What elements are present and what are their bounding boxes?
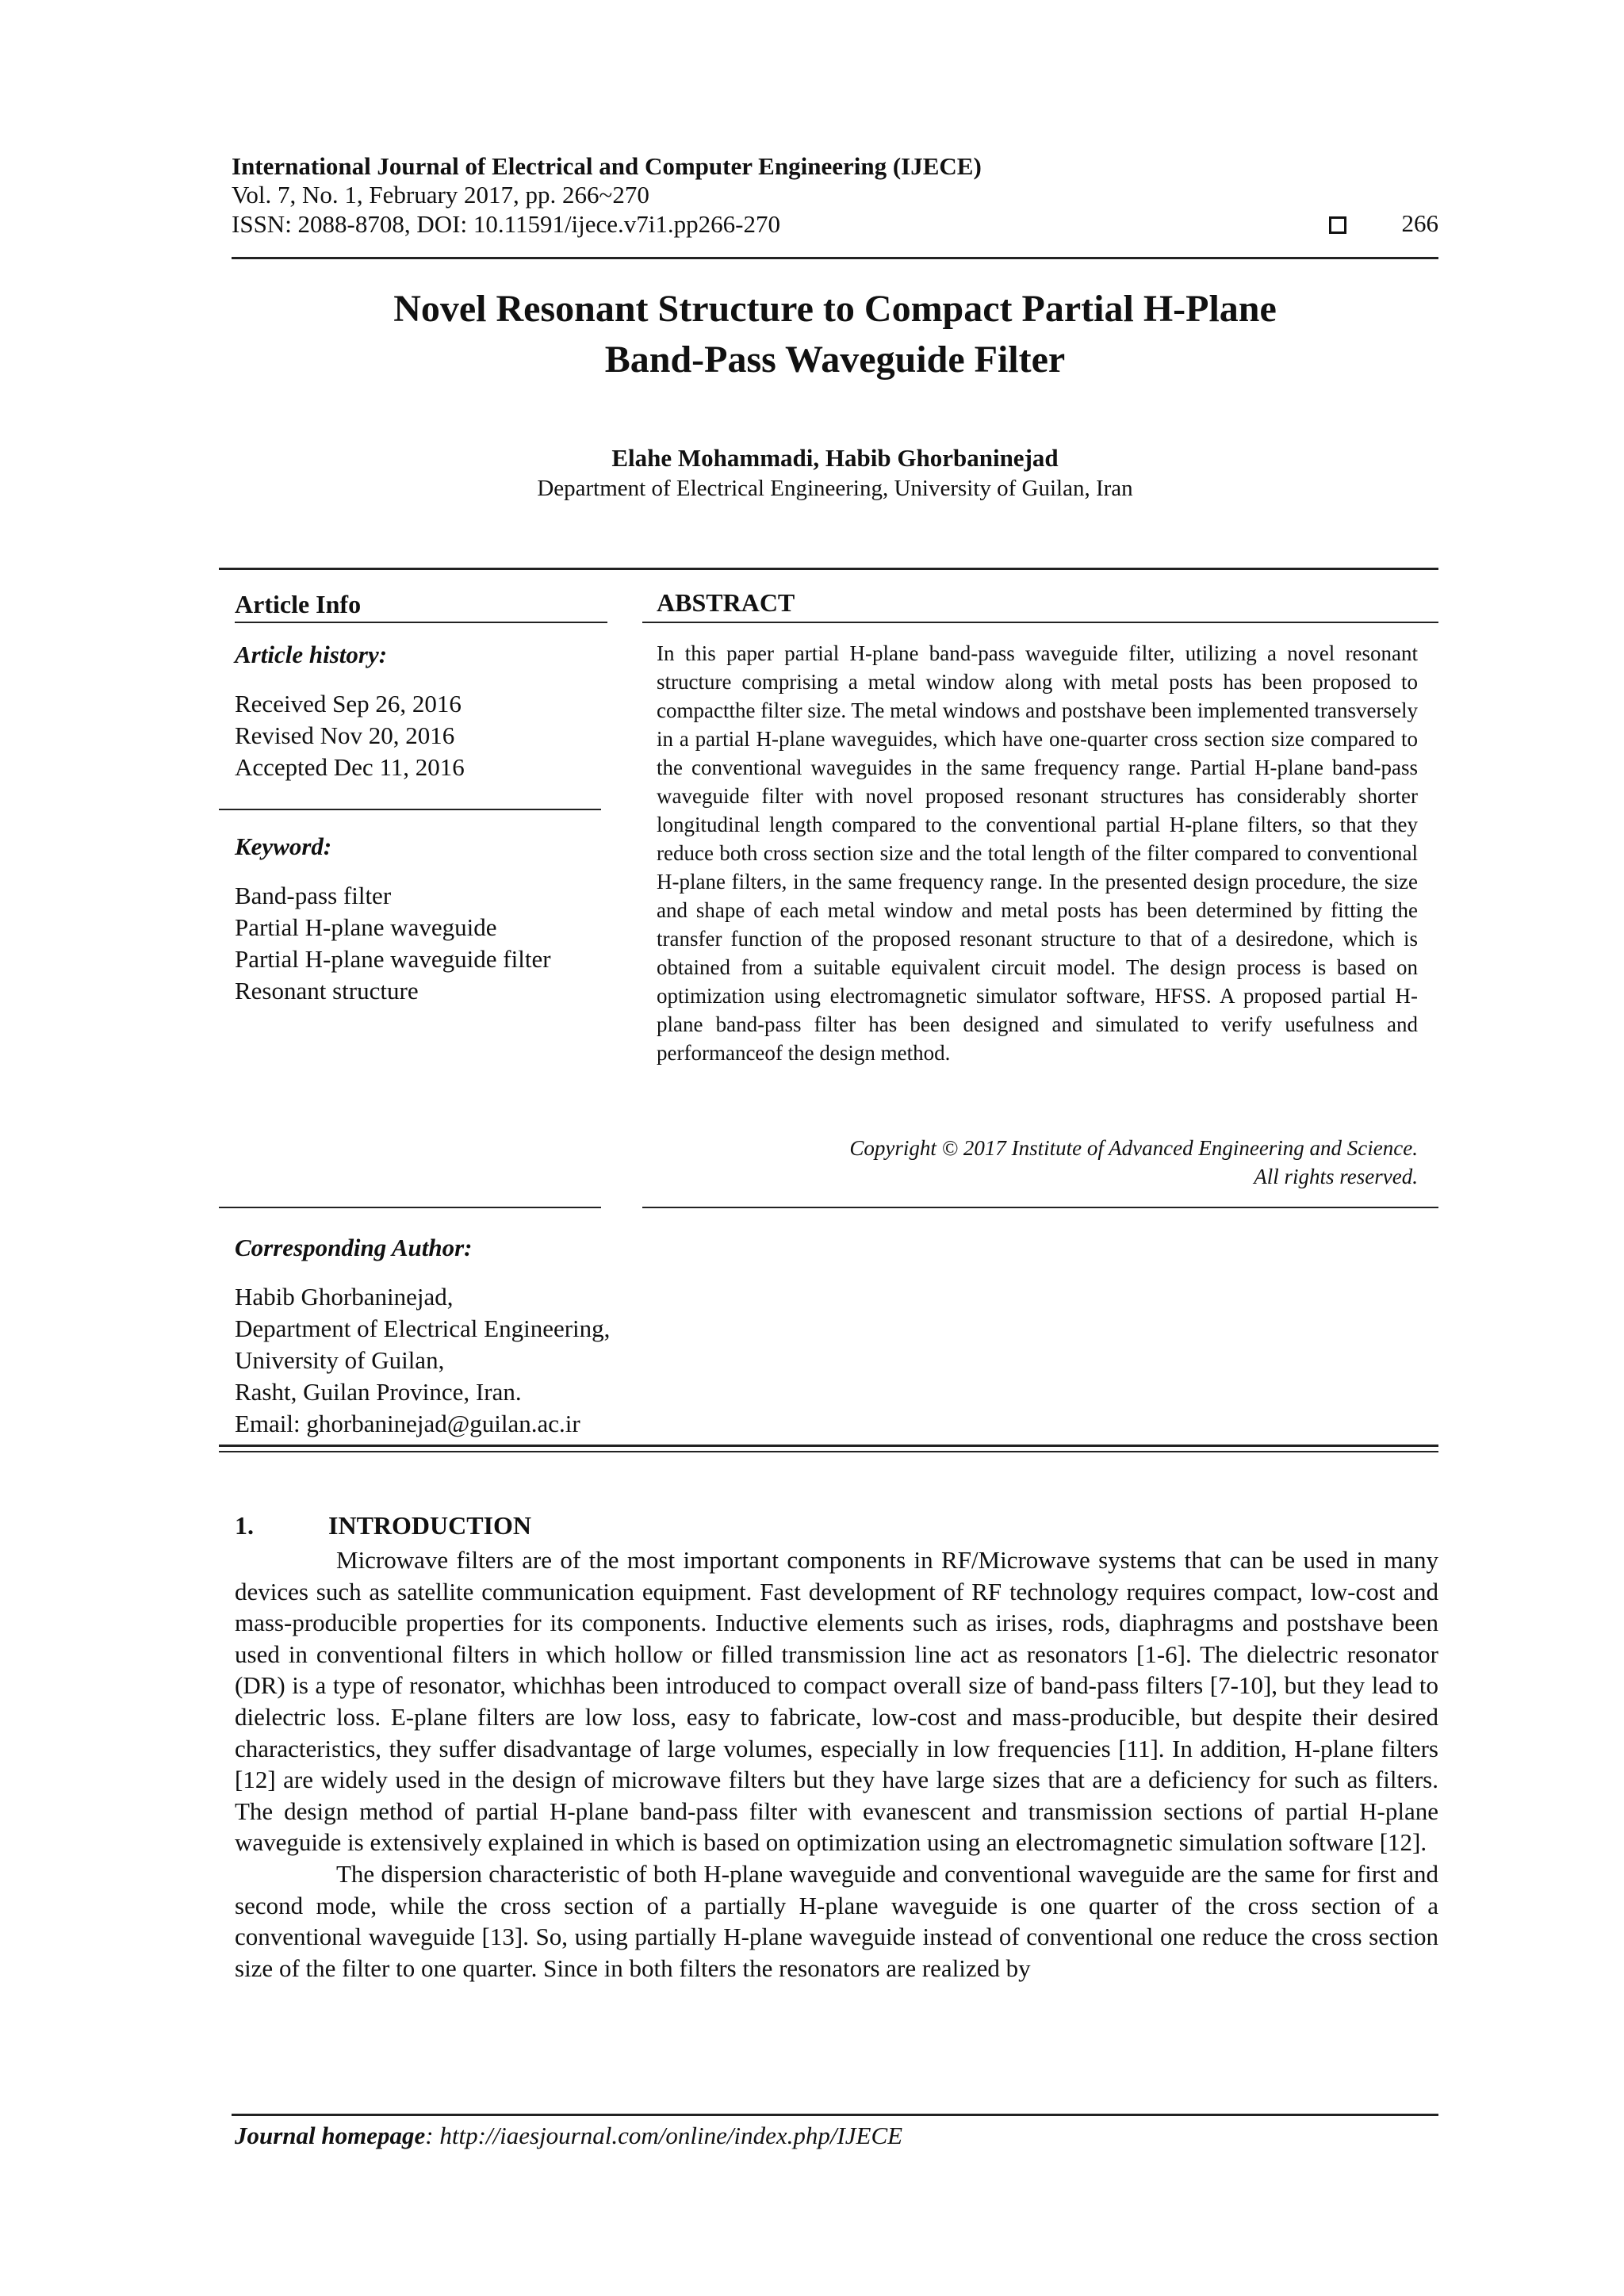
paper-title <box>232 284 1438 385</box>
section-number: 1. <box>235 1511 254 1540</box>
keyword-item: Resonant structure <box>235 977 419 1004</box>
received-date: Received Sep 26, 2016 <box>235 690 462 718</box>
footer-rule <box>232 2114 1438 2116</box>
journal-homepage-link[interactable]: http://iaesjournal.com/online/index.php/IJECE <box>439 2122 903 2149</box>
copyright-line-1: Copyright © 2017 Institute of Advanced Engineering and Science. <box>849 1136 1418 1160</box>
copyright <box>657 1134 1418 1191</box>
abstract-rule <box>642 622 1438 623</box>
author-university: University of Guilan, <box>235 1346 445 1374</box>
intro-paragraph-2: The dispersion characteristic of both H-plane waveguide and conventional waveguide are the same for first and second mode, while the cross section of a partially H-plane waveguide is one quarter of the cross section of a conventional waveguide [13]. So, using partially H-plane waveguide instead of conventional one reduce the cross section size of the filter to one quarter. Since in both filters the resonators are realized by <box>235 1859 1438 1982</box>
accepted-date: Accepted Dec 11, 2016 <box>235 753 465 781</box>
article-info-heading: Article Info <box>235 590 362 618</box>
author-name: Habib Ghorbaninejad, <box>235 1283 454 1311</box>
issn-doi: ISSN: 2088-8708, DOI: 10.11591/ijece.v7i1.pp266-270 <box>232 210 780 238</box>
abstract-text: In this paper partial H-plane band-pass waveguide filter, utilizing a novel resonant structure comprising a metal window along with metal posts has been proposed to compactthe filter size. The metal windows and postshave been implemented transversely in a partial H-plane waveguides, which have one-quarter cross section size compared to the conventional waveguides in the same frequency range. Partial H-plane band-pass waveguide filter with novel proposed resonant structures has considerably shorter longitudinal length compared to the conventional partial H-plane filters, so that they reduce both cross section size and the total length of the filter compared to conventional H-plane filters, in the same frequency range. In the presented design procedure, the size and shape of each metal window and metal posts has been determined by fitting the transfer function of the proposed resonant structure to that of a desiredone, which is obtained from a suitable equivalent circuit model. The design process is based on optimization using electromagnetic simulator software, HFSS. A proposed partial H-plane band-pass filter has been designed and simulated to verify usefulness and performanceof the design method. <box>657 641 1418 1065</box>
revised-date: Revised Nov 20, 2016 <box>235 721 455 749</box>
author-email: Email: ghorbaninejad@guilan.ac.ir <box>235 1410 580 1437</box>
history-rule <box>219 809 601 810</box>
keyword-rule <box>219 1207 601 1208</box>
intro-paragraph-1: Microwave filters are of the most important components in RF/Microwave systems that can be used in many devices such as satellite communication equipment. Fast development of RF technology requires compact, low-cost and mass-producible properties for its components. Inductive elements such as irises, rods, diaphragms and postshave been used in conventional filters in which hollow or filled transmission line act as resonators [1-6]. The dielectric resonator (DR) is a type of resonator, whichhas been introduced to compact overall size of band-pass filters [7-10], but they lead to dielectric loss. E-plane filters are low loss, easy to fabricate, low-cost and mass-producible, but despite their desired characteristics, they suffer disadvantage of large volumes, especially in low frequencies [11]. In addition, H-plane filters [12] are widely used in the design of microwave filters but they have large sizes that are a deficiency for such as filters. The design method of partial H-plane band-pass filter with evanescent and transmission sections of partial H-plane waveguide is extensively explained in which is based on optimization using an electromagnetic simulation software [12]. <box>235 1546 1438 1857</box>
volume-info: Vol. 7, No. 1, February 2017, pp. 266~270 <box>232 181 649 209</box>
keyword-heading: Keyword: <box>235 832 332 860</box>
journal-footer: Journal homepage: http://iaesjournal.com/online/index.php/IJECE <box>235 2122 903 2149</box>
header-rule <box>232 257 1438 259</box>
copyright-line-2: All rights reserved. <box>1254 1165 1418 1188</box>
keyword-item: Partial H-plane waveguide <box>235 913 497 941</box>
keywords <box>235 831 607 1007</box>
info-box-top-rule <box>219 568 1438 570</box>
corresponding-author <box>235 1232 679 1440</box>
journal-header <box>232 152 1438 239</box>
title-line-1: Novel Resonant Structure to Compact Partial H-Plane <box>393 288 1277 330</box>
checkbox-square-icon <box>1329 216 1346 234</box>
introduction-body <box>235 1544 1438 1984</box>
corresponding-author-heading: Corresponding Author: <box>235 1234 473 1261</box>
authors: Elahe Mohammadi, Habib Ghorbaninejad <box>611 444 1059 472</box>
info-box-bottom-rule <box>219 1445 1438 1447</box>
section-title: INTRODUCTION <box>328 1511 532 1540</box>
journal-name: International Journal of Electrical and Computer Engineering (IJECE) <box>232 152 982 180</box>
abstract-heading: ABSTRACT <box>657 588 795 617</box>
author-department: Department of Electrical Engineering, <box>235 1314 611 1342</box>
affiliation: Department of Electrical Engineering, University of Guilan, Iran <box>537 476 1133 501</box>
copyright-rule <box>642 1207 1438 1208</box>
article-info-rule <box>235 622 607 623</box>
info-box-bottom-rule-2 <box>219 1451 1438 1452</box>
footer-label: Journal homepage <box>235 2122 426 2149</box>
author-city: Rasht, Guilan Province, Iran. <box>235 1378 522 1406</box>
section-heading-introduction <box>235 1511 531 1540</box>
article-history <box>235 639 607 783</box>
keyword-item: Band-pass filter <box>235 882 392 909</box>
keyword-item: Partial H-plane waveguide filter <box>235 945 551 973</box>
title-line-2: Band-Pass Waveguide Filter <box>604 339 1066 381</box>
article-history-heading: Article history: <box>235 641 388 668</box>
page-number: 266 <box>1401 209 1438 237</box>
